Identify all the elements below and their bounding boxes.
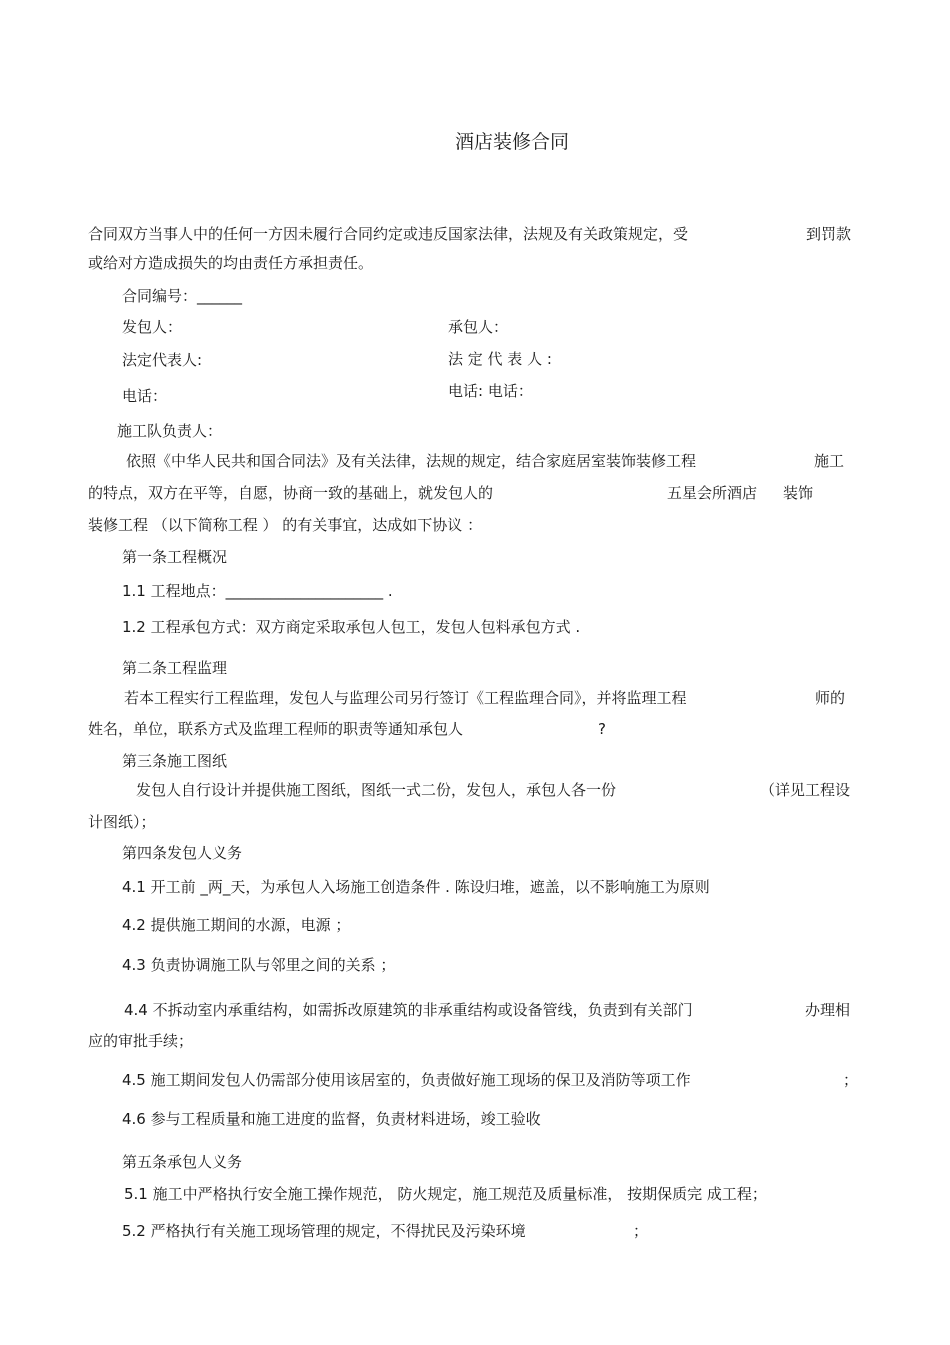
article-3-line-1-tail: （详见工程设 [760, 781, 851, 799]
preamble-line-1: 依照《中华人民共和国合同法》及有关法律，法规的规定，结合家庭居室装饰装修工程 [126, 452, 697, 470]
clause-4-6: 4.6 参与工程质量和施工进度的监督，负责材料进场，竣工验收 [122, 1110, 541, 1128]
article-2-line-2: 姓名，单位，联系方式及监理工程师的职责等通知承包人 [88, 720, 464, 738]
clause-4-4-line-1: 4.4 不拆动室内承重结构，如需拆改原建筑的非承重结构或设备管线，负责到有关部门 [124, 1001, 693, 1019]
clause-4-4-line-1-tail: 办理相 [805, 1001, 851, 1019]
clause-4-4-line-2: 应的审批手续； [88, 1032, 194, 1050]
clause-1-1: 1.1 工程地点：_____________________ . [122, 582, 393, 600]
contractor-phone-label: 电话: 电话： [448, 382, 533, 400]
article-3-line-1: 发包人自行设计并提供施工图纸，图纸一式二份，发包人，承包人各一份 [136, 781, 617, 799]
contract-number: 合同编号：______ [122, 287, 243, 305]
preamble-line-2-tail: 装饰 [783, 484, 814, 502]
clause-4-3: 4.3 负责协调施工队与邻里之间的关系 ； [122, 956, 396, 974]
page-title: 酒店装修合同 [455, 131, 570, 153]
employer-rep-label: 法定代表人: [122, 351, 203, 369]
article-2-heading: 第二条工程监理 [122, 659, 228, 677]
article-3-heading: 第三条施工图纸 [122, 752, 228, 770]
intro-line-1: 合同双方当事人中的任何一方因未履行合同约定或违反国家法律，法规及有关政策规定，受 [88, 225, 689, 243]
clause-5-2-tail: ； [633, 1222, 649, 1240]
clause-4-5: 4.5 施工期间发包人仍需部分使用该居室的，负责做好施工现场的保卫及消防等项工作 [122, 1071, 691, 1089]
clause-4-5-tail: ； [843, 1071, 859, 1089]
employer-phone-label: 电话： [122, 387, 168, 405]
clause-5-2: 5.2 严格执行有关施工现场管理的规定，不得扰民及污染环境 [122, 1222, 526, 1240]
preamble-line-1-tail: 施工 [814, 452, 845, 470]
preamble-line-2: 的特点，双方在平等，自愿，协商一致的基础上，就发包人的 [88, 484, 494, 502]
clause-5-1: 5.1 施工中严格执行安全施工操作规范， 防火规定，施工规范及质量标准， 按期保质完 成工程； [124, 1185, 767, 1203]
clause-4-2: 4.2 提供施工期间的水源，电源 ； [122, 916, 351, 934]
article-2-line-1-tail: 师的 [815, 689, 846, 707]
article-4-heading: 第四条发包人义务 [122, 844, 243, 862]
intro-line-2: 或给对方造成损失的均由责任方承担责任。 [88, 254, 374, 272]
employer-label: 发包人： [122, 318, 183, 336]
preamble-hotel-name: 五星会所酒店 [667, 484, 758, 502]
preamble-line-3: 装修工程 （以下简称工程 ） 的有关事宜，达成如下协议 ： [88, 516, 483, 534]
contractor-label: 承包人： [448, 318, 509, 336]
article-2-line-1: 若本工程实行工程监理，发包人与监理公司另行签订《工程监理合同》，并将监理工程 [124, 689, 687, 707]
article-5-heading: 第五条承包人义务 [122, 1153, 243, 1171]
clause-1-2: 1.2 工程承包方式：双方商定采取承包人包工，发包人包料承包方式 . [122, 618, 581, 636]
intro-line-1-tail: 到罚款 [806, 225, 852, 243]
contractor-rep-label: 法 定 代 表 人 : [448, 350, 552, 368]
article-1-heading: 第一条工程概况 [122, 548, 228, 566]
article-3-line-2: 计图纸）； [88, 813, 156, 831]
clause-4-1: 4.1 开工前 _两_天，为承包人入场施工创造条件 . 陈设归堆，遮盖，以不影响施工为原则 [122, 878, 710, 896]
team-leader-label: 施工队负责人： [117, 422, 223, 440]
article-2-line-2-tail: ? [598, 720, 606, 738]
